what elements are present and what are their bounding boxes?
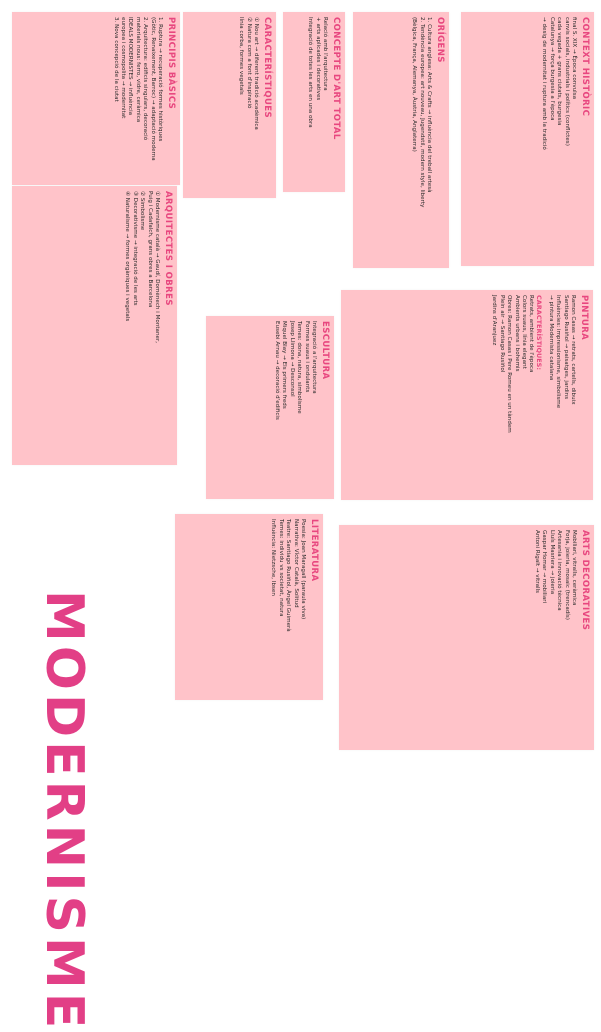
origens-line: (Bèlgica, França, Alemanya, Àustria, Anglaterra)	[411, 17, 418, 152]
principis-basics-content	[12, 12, 180, 185]
arts-decoratives-line: Lluís Masriera → joieria	[548, 530, 555, 595]
arquitectes-title: ARQUITECTES I OBRES	[163, 191, 173, 306]
literatura-content	[175, 514, 323, 700]
context-historic-line: final S. XIX → Època convulsa	[571, 17, 577, 100]
escultura-line: Miquel Blay → Els primers freds	[281, 321, 288, 409]
context-historic-line: cada vegada + grans ciutats, burgesia	[556, 17, 563, 126]
pintura-line: Jardins d'Aranjuez	[491, 295, 498, 346]
principis-basics-line: 1. Ruptura → recuperació formes històriques	[157, 17, 163, 142]
page-title: MODERNISME	[34, 590, 94, 1032]
literatura-line: Teatre: Santiago Rusiñol, Àngel Guimerà	[285, 519, 292, 632]
pintura-line: Retrats, ambient de l'època	[528, 295, 535, 373]
escultura-line: Integració a l'arquitectura	[311, 321, 317, 394]
art-total-line: Relació amb l'arquitectura	[322, 17, 328, 91]
principis-basics-line: (Gòtic, Renaixement, Barroc) → adaptació moderna	[149, 17, 156, 161]
art-total-card	[283, 12, 345, 192]
principis-basics-card	[12, 12, 180, 185]
escultura-line: Formes suaus i ondulants	[303, 321, 310, 393]
pintura-line: Santiago Rusiñol → paisatges, jardins	[562, 295, 569, 400]
context-historic-line: canvis socials, industrials i polítics (conflictes)	[563, 17, 570, 146]
arquitectes-line: ① Modernisme català → Gaudí, Domènech i Montaner,	[154, 191, 160, 344]
caracteristiques-content	[183, 12, 276, 198]
arquitectes-line: ③ Decorativisme → integració de les arts	[131, 191, 138, 306]
pintura-line: Plein air → Santiago Rusiñol	[498, 295, 505, 373]
context-historic-content	[461, 12, 594, 266]
context-historic-title: CONTEXT HISTÒRIC	[580, 17, 590, 117]
principis-basics-line: europea i cosmopolita → modernitat	[119, 17, 126, 119]
escultura-title: ESCULTURA	[320, 321, 330, 380]
arts-decoratives-line: Artesania i innovació tècnica	[556, 530, 563, 611]
literatura-line: Poesia: Joan Maragall (paraula viva)	[300, 519, 306, 620]
arquitectes-content	[12, 186, 177, 465]
caracteristiques-line: ① Nou art → diferent tradició acadèmica	[253, 17, 259, 130]
escultura-line: Temes: dona, natura, simbolisme	[296, 321, 303, 414]
caracteristiques-card	[183, 12, 276, 198]
pintura-line: → pintura Modernista catalana	[547, 295, 554, 381]
principis-basics-line: 2. Arquitectura: edificis singulars, decoració	[142, 17, 149, 141]
art-total-line: + arts aplicades i decoratives	[314, 17, 321, 101]
context-historic-line: → desig de modernitat i ruptura amb la tradició	[541, 17, 548, 150]
arts-decoratives-line: Antoni Rigalt → vitralls	[533, 530, 540, 594]
origens-title: ORÍGENS	[435, 17, 445, 63]
escultura-content	[206, 316, 334, 499]
context-historic-line: Catalunya → força burgesia a l'època	[548, 17, 555, 121]
art-total-line: Integració de totes les arts en una obra	[307, 17, 314, 128]
arts-decoratives-content	[339, 525, 594, 750]
literatura-line: Narrativa: Víctor Català, Solitud	[292, 519, 299, 608]
caracteristiques-title: CARACTERÍSTIQUES	[262, 17, 272, 119]
literatura-line: Temes: individu vs societat, natura	[277, 519, 284, 617]
principis-basics-line: 3. Nova concepció de la ciutat	[112, 17, 119, 102]
pintura-subtitle: CARACTERÍSTIQUES:	[535, 295, 544, 370]
escultura-line: Josep Llimona → Desconsol	[288, 321, 295, 397]
origens-card	[353, 12, 449, 268]
arquitectes-line: ② Simbolisme	[139, 191, 146, 231]
escultura-card	[206, 316, 334, 499]
escultura-line: Eusebi Arnau → decoració d'edificis	[273, 321, 280, 420]
pintura-line: Ramon Casas → retrats, cartells, dibuix	[570, 295, 576, 405]
pintura-line: Obres: Ramon Casas i Pere Romeu en un tàndem	[506, 295, 513, 433]
literatura-line: Influència: Nietzsche, Ibsen	[270, 519, 277, 596]
pintura-line: Colors suaus, línia elegant	[520, 295, 527, 369]
origens-content	[353, 12, 449, 268]
arts-decoratives-line: Forja, joieria, mosaic (trencadís)	[563, 530, 570, 620]
pintura-line: Ambients urbans i bohemis	[513, 295, 520, 372]
principis-basics-title: PRINCIPIS BÀSICS	[166, 17, 176, 110]
arts-decoratives-card	[339, 525, 594, 750]
origens-line: 2. Tendència europea: art nouveau, Jugendstil, modern style, liberty	[418, 17, 425, 208]
origens-line: 1. Cultura anglesa: Arts & Crafts → influència del treball artesà	[426, 17, 432, 193]
arquitectes-line: Puig i Cadafalch, grans obres a Barcelona	[146, 191, 153, 308]
arquitectes-line: ④ Naturalisme → formes orgàniques i vegetals	[124, 191, 131, 322]
arts-decoratives-title: ARTS DECORATIVES	[580, 530, 590, 631]
caracteristiques-line: línia corba, formes vegetals	[238, 17, 245, 95]
literatura-title: LITERATURA	[309, 519, 319, 582]
pintura-title: PINTURA	[579, 295, 589, 341]
art-total-content	[283, 12, 345, 192]
principis-basics-line: IDEALS MODERNISTES → influència	[127, 17, 134, 116]
principis-basics-line: materials nous: ferro, vidre, ceràmica	[134, 17, 141, 123]
pintura-line: Influències: impressionisme, simbolisme	[555, 295, 562, 409]
arquitectes-card	[12, 186, 177, 465]
arts-decoratives-line: Gaspar Homar → mobiliari	[541, 530, 548, 604]
pintura-card	[341, 290, 593, 500]
art-total-title: CONCEPTE D'ART TOTAL	[331, 17, 341, 140]
literatura-card	[175, 514, 323, 700]
context-historic-card	[461, 12, 594, 266]
pintura-content	[341, 290, 593, 500]
arts-decoratives-line: Mobiliari, vitralls, ceràmica	[571, 530, 577, 606]
caracteristiques-line: ② Natura com a font d'inspiració	[245, 17, 252, 109]
